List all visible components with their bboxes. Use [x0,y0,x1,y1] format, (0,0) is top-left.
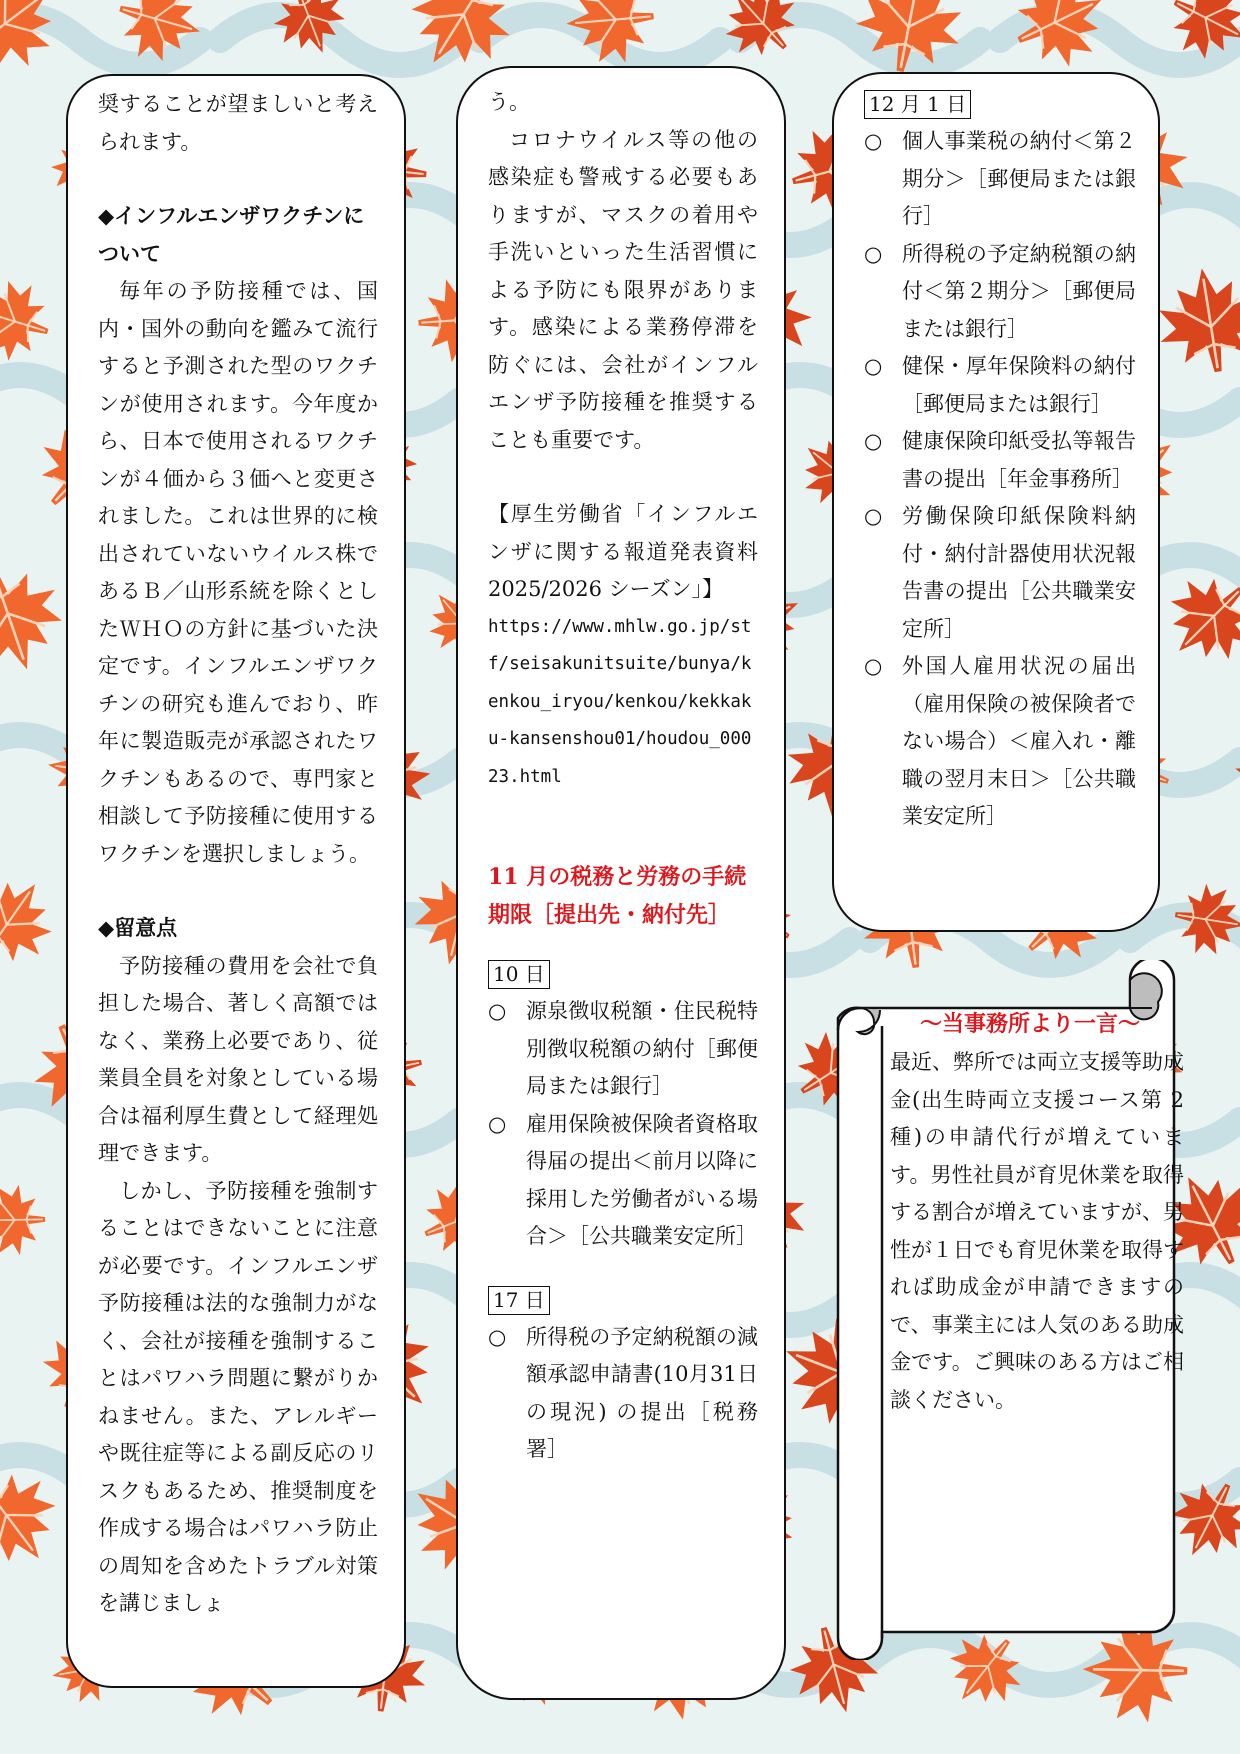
deadline-item-text: 所得税の予定納税額の減額承認申請書(10月31日の現況) の提出［税務署］ [526,1324,758,1461]
scroll-body: 最近、弊所では両立支援等助成金(出生時両立支援コース第 2 種)の申請代行が増えています。男性社員が育児休業を取得する割合が増えていますが、男性が１日でも育児休業を取得すれば助成金が申請できますので、事業主には人気のある助成金です。ご興味のある方はご相談ください。 [890,1050,1184,1412]
caution-heading: ◆留意点 [98,916,178,940]
maple-leaf-icon [0,1184,46,1256]
deadline-item [488,1319,758,1469]
date-box-17: 17 日 [488,1286,550,1315]
vaccine-paragraph: 毎年の予防接種では、国内・国外の動向を鑑みて流行すると予測された型のワクチンが使用されます。今年度から、日本で使用されるワクチンが４価から３価へと変更されました。これは世界的に検出されていないウイルス株であるＢ／山形系統を除くとしたＷＨＯの方針に基づいた決定です。インフルエンザワクチンの研究も進んでおり、昨年に製造販売が承認されたワクチンもあるので、専門家と相談して予防接種に使用するワクチンを選択しましょう。 [98,279,378,866]
deadline-item-text: 外国人雇用状況の届出（雇用保険の被保険者でない場合）＜雇入れ・離職の翌月末日＞［公共職業安定所］ [902,654,1136,828]
circle-bullet-icon: ○ [488,999,507,1023]
swirl-decoration [220,15,460,65]
deadline-item [864,348,1136,423]
deadline-item [864,498,1136,648]
deadline-item-text: 源泉徴収税額・住民税特別徴収税額の納付［郵便局または銀行］ [526,999,758,1098]
date-box-dec1: 12 月 1 日 [864,90,971,119]
maple-leaf-icon [1221,1606,1240,1734]
deadline-item [864,123,1136,236]
circle-bullet-icon: ○ [864,354,883,378]
caution-paragraph-1: 予防接種の費用を会社で負担した場合、著しく高額ではなく、業務上必要であり、従業員全員を対象としている場合は福利厚生費として経理処理できます。 [98,953,378,1165]
deadline-item [864,423,1136,498]
deadline-item [864,648,1136,836]
maple-leaf-icon [0,554,76,687]
deadline-title: 11 月の税務と労務の手続期限［提出先・納付先］ [488,864,747,928]
deadline-item-text: 健保・厚年保険料の納付［郵便局または銀行］ [902,354,1136,416]
source-url[interactable]: https://www.mhlw.go.jp/stf/seisakunitsuite/bunya/kenkou_iryou/kenkou/kekkaku-kansenshou01/houdou_00023.html [488,616,752,787]
circle-bullet-icon: ○ [488,1111,507,1136]
deadline-item-text: 雇用保険被保険者資格取得届の提出＜前月以降に採用した労働者がいる場合＞［公共職業安定所］ [526,1111,758,1248]
date-box-10: 10 日 [488,960,550,989]
caution-paragraph-2: しかし、予防接種を強制することはできないことに注意が必要です。インフルエンザ予防接種は法的な強制力がなく、会社が接種を強制することはパワハラ問題に繋がりかねません。また、アレルギーや既往症等による副反応のリスクもあるため、推奨制度を作成する場合はパワハラ防止の周知を含めたトラブル対策を講じましょ [98,1178,378,1615]
article-column-left [66,74,406,1688]
circle-bullet-icon: ○ [488,1324,507,1349]
circle-bullet-icon: ○ [864,241,883,266]
vaccine-heading: ◆インフルエンザワクチンについて [98,204,365,266]
deadline-item-text: 個人事業税の納付＜第２期分＞［郵便局または銀行］ [902,129,1136,228]
circle-bullet-icon: ○ [864,654,883,678]
circle-bullet-icon: ○ [864,129,883,153]
maple-leaf-icon [0,859,71,981]
deadline-item-text: 所得税の予定納税額の納付＜第２期分＞［郵便局または銀行］ [902,241,1136,341]
office-message-scroll [830,960,1186,1660]
deadline-item [488,1106,758,1256]
deadline-item-text: 労働保険印紙保険料納付・納付計器使用状況報告書の提出［公共職業安定所］ [902,504,1136,641]
deadline-item [488,993,758,1106]
deadline-list-dec1 [864,123,1136,836]
source-citation: 【厚生労働省「インフルエンザに関する報道発表資料 2025/2026 シーズン」】 [488,502,758,601]
intro-text: 奨することが望ましいと考えられます。 [98,92,378,154]
deadline-list-10 [488,993,758,1256]
deadline-item [864,236,1136,349]
scroll-title: ～当事務所より一言～ [920,1012,1141,1037]
maple-leaf-icon [1150,260,1240,380]
article-column-right [832,72,1160,932]
circle-bullet-icon: ○ [864,504,883,528]
prevention-paragraph: コロナウイルス等の他の感染症も警戒する必要もありますが、マスクの着用や手洗いといった生活習慣による予防にも限界があります。感染による業務停滞を防ぐには、会社がインフルエンザ予防接種を推奨することも重要です。 [488,127,758,452]
deadline-list-17 [488,1319,758,1469]
deadline-item-text: 健康保険印紙受払等報告書の提出［年金事務所］ [902,429,1136,491]
article-column-middle [456,66,786,1700]
circle-bullet-icon: ○ [864,429,883,453]
maple-leaf-icon [0,271,59,369]
continued-text: う。 [488,90,530,114]
